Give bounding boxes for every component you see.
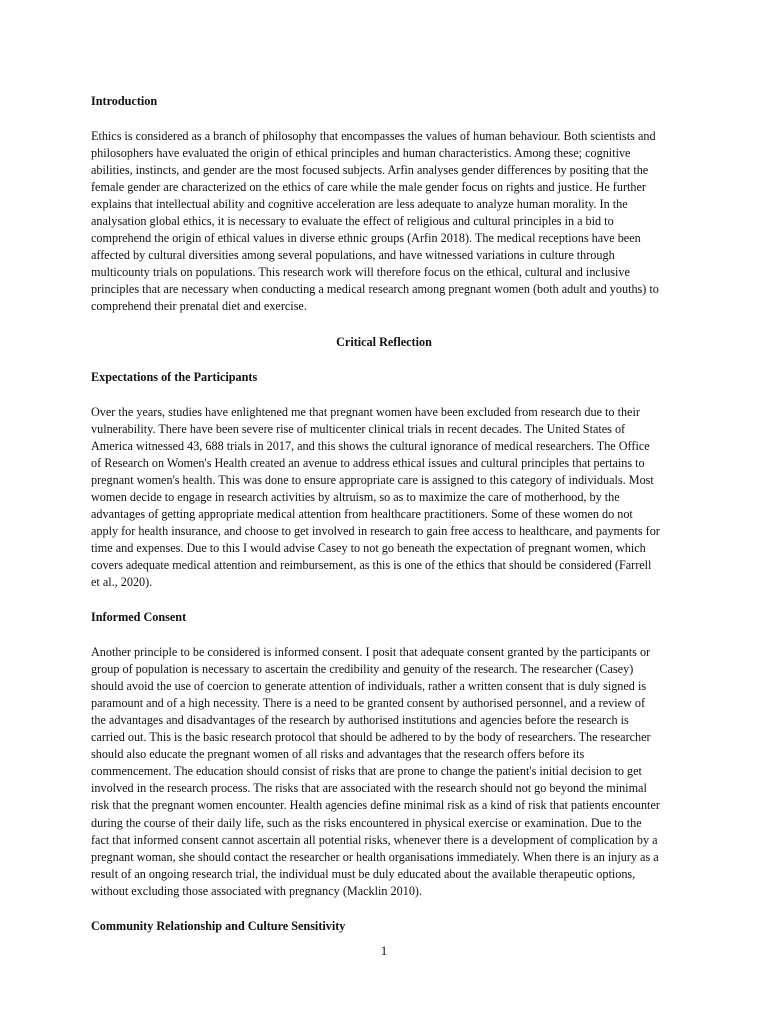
paragraph-line: analysation global ethics, it is necessary to evaluate the effect of religious and cultural principles in a bid to — [91, 214, 614, 229]
paragraph-line: fact that informed consent cannot ascertain all potential risks, whenever there is a development of complication by a — [91, 832, 658, 847]
paragraph-line: paramount and of a high necessity. There is a need to be granted consent by authorised personnel, and a review of — [91, 696, 646, 711]
expectations-heading: Expectations of the Participants — [91, 369, 258, 384]
paragraph-line: result of an ongoing research trial, the individual must be duly educated about the available therapeutic options, — [91, 866, 636, 881]
paragraph-line: of Research on Women's Health created an avenue to address ethical issues and cultural principles that pertains to — [91, 455, 645, 470]
paragraph-line: pregnant woman, she should contact the researcher or health organisations immediately. When there is an injury as a — [91, 849, 659, 864]
paragraph-line: abilities, instincts, and gender are the most focused subjects. Arfin analyses gender differences by positing that the — [91, 163, 649, 178]
introduction-heading: Introduction — [91, 94, 158, 108]
paragraph-line: women decide to engage in research activities by altruism, so as to maximize the care of motherhood, by the — [91, 489, 620, 504]
paragraph-line: Over the years, studies have enlightened me that pregnant women have been excluded from research due to their — [91, 404, 640, 419]
paragraph-line: philosophers have evaluated the origin of ethical principles and human characteristics. Among these; cognitive — [91, 146, 631, 161]
paragraph-line: explains that intellectual ability and cognitive acceleration are less adequate to analyze human morality. In the — [91, 197, 628, 212]
page-number: 1 — [380, 943, 388, 958]
paragraph-line: should also educate the pregnant women of all risks and advantages that the research offers before its — [91, 747, 585, 762]
paragraph-line: the advantages and disadvantages of the research by authorised institutions and agencies before the research is — [91, 713, 629, 728]
paragraph-line: affected by cultural diversities among several populations, and have witnessed variations in culture through — [91, 248, 615, 263]
introduction-paragraph — [91, 128, 677, 316]
paragraph-line: without excluding those associated with pregnancy (Macklin 2010). — [91, 883, 423, 898]
paragraph-line: Ethics is considered as a branch of philosophy that encompasses the values of human behaviour. Both scientists and — [91, 129, 656, 143]
document-body — [91, 93, 677, 953]
paragraph-line: commencement. The education should consist of risks that are prone to change the patient's initial decision to get — [91, 764, 642, 779]
paragraph-line: advantages of getting appropriate medical attention from healthcare practitioners. Some of these women do not — [91, 506, 633, 521]
critical-reflection-heading: Critical Reflection — [336, 334, 432, 349]
paragraph-line: comprehend their prenatal diet and exercise. — [91, 299, 307, 314]
paragraph-line: female gender are characterized on the ethics of care while the male gender focus on rights and justice. He further — [91, 180, 646, 195]
paragraph-line: risk that the pregnant women encounter. Health agencies define minimal risk as a kind of risk that patients encounter — [91, 798, 660, 813]
paragraph-line: Another principle to be considered is informed consent. I posit that adequate consent granted by the participants or — [91, 645, 651, 660]
paragraph-line: America witnessed 43, 688 trials in 2017, and this shows the cultural ignorance of medical researchers. The Office — [91, 438, 650, 453]
community-relationship-heading: Community Relationship and Culture Sensitivity — [91, 918, 346, 933]
paragraph-line: involved in the research process. The risks that are associated with the research should not go beyond the minimal — [91, 781, 647, 796]
paragraph-line: principles that are necessary when conducting a medical research among pregnant women (both adult and youths) to — [91, 282, 659, 297]
paragraph-line: multicounty trials on populations. This research work will therefore focus on the ethical, cultural and inclusive — [91, 265, 630, 280]
paragraph-line: comprehend the origin of ethical values in diverse ethnic groups (Arfin 2018). The medical receptions have been — [91, 231, 641, 246]
paragraph-line: covers adequate medical attention and reimbursement, as this is one of the ethics that should be considered (Farrell — [91, 557, 652, 572]
paragraph-line: carried out. This is the basic research protocol that should be adhered to by the body of researchers. The researcher — [91, 730, 651, 745]
paragraph-line: should avoid the use of coercion to generate attention of individuals, rather a written consent that is duly signed is — [91, 679, 647, 694]
paragraph-line: time and expenses. Due to this I would advise Casey to not go beneath the expectation of pregnant women, which — [91, 540, 646, 555]
paragraph-line: group of population is necessary to ascertain the credibility and genuity of the research. The researcher (Casey) — [91, 662, 634, 677]
paragraph-line: et al., 2020). — [91, 574, 153, 589]
paragraph-line: apply for health insurance, and choose to get involved in research to gain free access to healthcare, and payments for — [91, 523, 660, 538]
paragraph-line: during the course of their daily life, such as the risks encountered in physical exercise or examination. Due to the — [91, 815, 642, 830]
paragraph-line: vulnerability. There have been severe rise of multicenter clinical trials in recent decades. The United States of — [91, 421, 626, 436]
paragraph-line: pregnant women's health. This was done to ensure appropriate care is assigned to this category of individuals. Most — [91, 472, 654, 487]
expectations-paragraph — [91, 404, 677, 592]
informed-consent-paragraph — [91, 644, 677, 900]
informed-consent-heading: Informed Consent — [91, 610, 187, 625]
